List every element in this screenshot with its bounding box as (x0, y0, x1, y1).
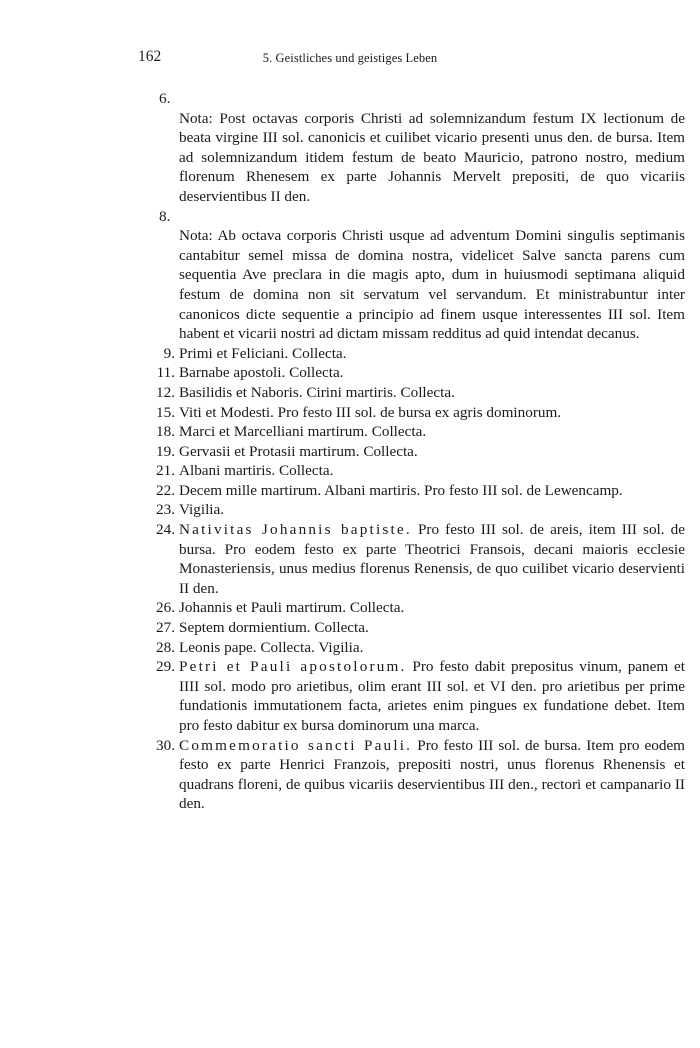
calendar-entry (137, 481, 685, 501)
entry-text: Vigilia. (179, 501, 225, 519)
calendar-entry (137, 520, 685, 598)
entry-number: 23. (156, 501, 175, 519)
entry-number: 19. (156, 442, 175, 460)
entry-text: Viti et Modesti. Pro festo III sol. de bursa ex agris dominorum. (179, 403, 562, 421)
entry-text (175, 520, 685, 598)
entry-number: 12. (156, 383, 175, 401)
entry-number: 27. (156, 619, 175, 637)
entry-number: 21. (156, 462, 175, 480)
running-head: 5. Geistliches und geistiges Leben (262, 51, 438, 65)
entry-number: 26. (156, 599, 175, 617)
page-number: 162 (138, 48, 162, 65)
calendar-entry (137, 403, 685, 423)
calendar-entry (137, 422, 685, 442)
calendar-entry (137, 461, 685, 481)
entry-number: 11. (156, 364, 175, 382)
calendar-entry (137, 363, 685, 383)
entry-number: 22. (156, 481, 175, 499)
entry-text: Marci et Marcelliani martirum. Collecta. (179, 423, 427, 441)
entry-text: Basilidis et Naboris. Cirini martiris. Collecta. (179, 383, 455, 401)
entry-number: 28. (156, 638, 175, 656)
entry-number: 30. (156, 736, 175, 754)
entry-text: Albani martiris. Collecta. (179, 462, 334, 480)
entry-number: 15. (156, 403, 175, 421)
entry-number: 18. (156, 423, 175, 441)
calendar-entry (137, 383, 685, 403)
entry-text: Gervasii et Protasii martirum. Collecta. (179, 442, 418, 460)
calendar-entry (137, 638, 685, 658)
feast-title: Commemoratio sancti Pauli. (179, 736, 413, 754)
entry-number: 9. (163, 344, 175, 362)
entry-number: 24. (156, 521, 175, 539)
calendar-entry (137, 344, 685, 364)
calendar-entry (137, 657, 685, 735)
entry-note: Nota: Ab octava corporis Christi usque ad adventum Domini singulis septimanis cantabitur semel missa de domina nostra, videlicet Salve sancta parens cum sequentia Ave preclara in die magis apto, dum in huiusmodi septimana aliquid festum de domina non sit servatum vel servandum. Et ministrabuntur inter canonicos dicte sequentie a principio ad finem usque interessentes III sol. Item habent et vicarii nostri ad dictam missam redditus ad quid intendat decanus. (179, 227, 685, 343)
feast-title: Nativitas Johannis baptiste. (179, 521, 412, 539)
entry-text: Decem mille martirum. Albani martiris. Pro festo III sol. de Lewencamp. (179, 481, 623, 499)
calendar-entry (137, 618, 685, 638)
entry-text: Septem dormientium. Collecta. (179, 619, 369, 637)
entry-text (175, 657, 685, 735)
feast-text: Pro festo III sol. de areis, item III sol. de bursa. Pro eodem festo ex parte Theotrici Fransois, decani maioris ecclesie Monasteriensis, unus medius florenus Renensis, de quo cuilibet vicario deservienti II den. (179, 521, 686, 597)
entry-text (175, 736, 685, 814)
feast-title: Petri et Pauli apostolorum. (179, 658, 407, 676)
calendar-entry (137, 598, 685, 618)
feast-text: Pro festo III sol. de bursa. Item pro eodem festo ex parte Henrici Franzois, prepositi nostri, unus florenus Rhenensis et quadrans floreni, de quibus vicariis deservientibus III den., rectori et campanario II den. (179, 736, 685, 813)
calendar-entry (137, 736, 685, 814)
entry-number: 6. (159, 90, 171, 107)
calendar-entry (137, 442, 685, 462)
entry-text: Leonis pape. Collecta. Vigilia. (179, 638, 364, 656)
feast-text: Pro festo dabit prepositus vinum, panem et IIII sol. modo pro arietibus, olim erant III sol. et VI den. pro arietibus per prime fundationis immutationem facta, arietes enim pingues ex fundatione debet. Item pro festo dabitur ex bursa dominorum una marca. (179, 658, 685, 734)
entry-number: 29. (156, 658, 175, 676)
calendar-entries (137, 89, 685, 814)
entry-text: Barnabe apostoli. Collecta. (179, 364, 344, 382)
entry-number: 8. (159, 207, 171, 225)
entry-text: Johannis et Pauli martirum. Collecta. (179, 599, 405, 617)
entry-note: Nota: Post octavas corporis Christi ad solemnizandum festum IX lectionum de beata virgine III sol. canonicis et cuilibet vicario presenti unus den. de bursa. Item ad solemnizandum itidem festum de beato Mauricio, patrono nostro, medium florenum Rhenesem ex parte Johannis Mervelt prepositi, de quo vicariis deservientibus II den. (179, 109, 685, 205)
entry-text: Primi et Feliciani. Collecta. (179, 344, 347, 362)
calendar-entry (137, 500, 685, 520)
